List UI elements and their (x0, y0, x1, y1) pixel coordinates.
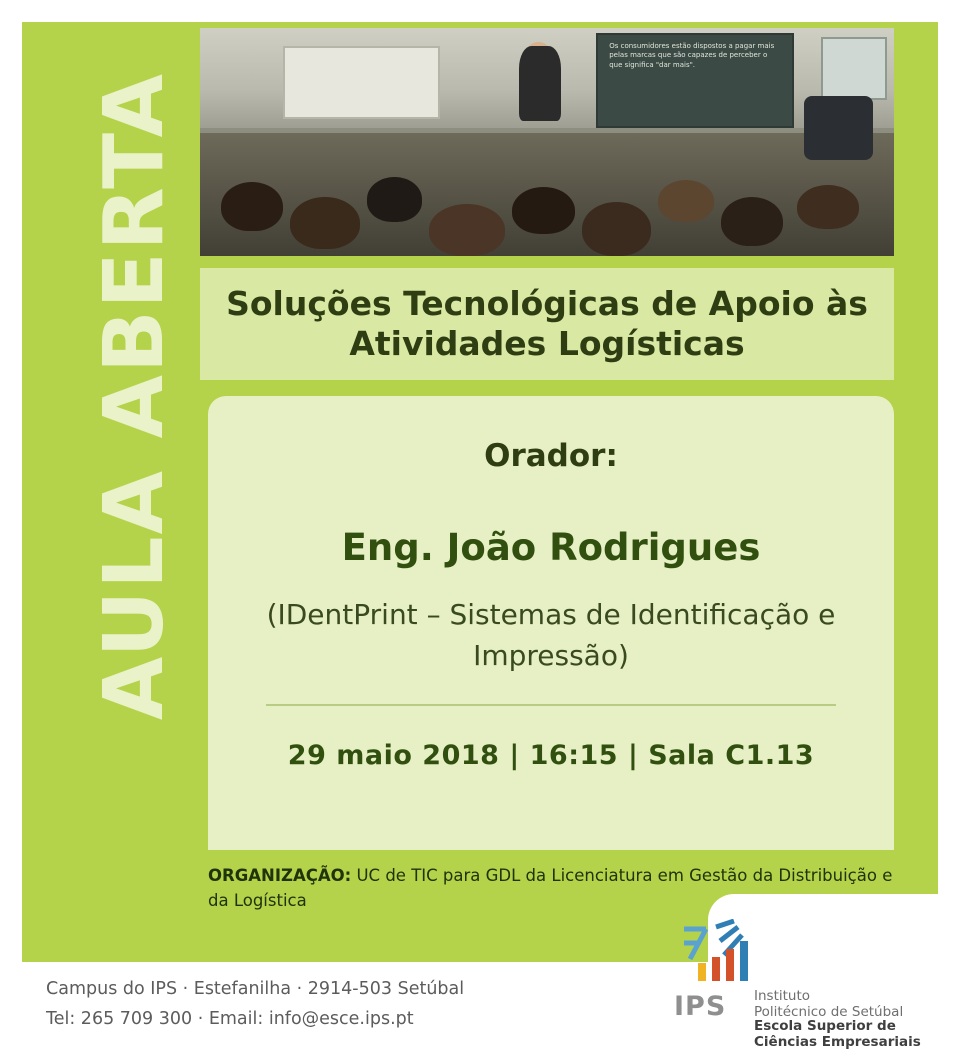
speaker-label: Orador: (484, 438, 618, 474)
photo-audience (200, 133, 894, 256)
photo-window (821, 37, 887, 100)
esce-school-name (754, 1019, 921, 1051)
photo-chair (804, 96, 873, 160)
poster-title-band (200, 268, 894, 380)
photo-whiteboard (283, 46, 440, 118)
photo-slide-text: Os consumidores estão dispostos a pagar mais pelas marcas que são capazes de perceber o que significa "dar mais". (609, 41, 775, 69)
ips-institute-line1: Instituto (754, 988, 811, 1004)
photo-audience-head (290, 197, 359, 249)
event-details: 29 maio 2018 | 16:15 | Sala C1.13 (287, 740, 815, 772)
photo-audience-head (512, 187, 574, 234)
photo-audience-head (797, 185, 859, 229)
organization-label: ORGANIZAÇÃO: (208, 866, 352, 885)
ips-institute-line2: Politécnico de Setúbal (754, 1003, 904, 1020)
footer-contact (46, 974, 464, 1035)
lecture-photo (200, 28, 894, 256)
photo-audience-head (367, 177, 423, 221)
speaker-card (208, 396, 894, 850)
photo-audience-head (429, 204, 505, 256)
photo-presenter-body (519, 46, 561, 121)
photo-projection-screen (596, 33, 794, 128)
photo-audience-head (582, 202, 651, 256)
ips-institute-name (754, 989, 903, 1021)
footer-address: Campus do IPS · Estefanilha · 2914-503 Setúbal (46, 978, 465, 999)
esce-line1: Escola Superior de (754, 1018, 896, 1034)
footer-phone-email: Tel: 265 709 300 · Email: info@esce.ips.pt (46, 1009, 414, 1030)
photo-audience-head (721, 197, 783, 246)
ips-acronym: IPS (674, 991, 727, 1022)
divider (266, 704, 836, 706)
speaker-affiliation: (IDentPrint – Sistemas de Identificação e Impressão) (266, 598, 836, 672)
ips-logo-mark-icon (676, 919, 762, 991)
ips-logo (666, 919, 926, 1050)
speaker-name: Eng. João Rodrigues (341, 526, 761, 569)
organization-text: UC de TIC para GDL da Licenciatura em Gestão da Distribuição e da Logística (208, 866, 893, 910)
photo-audience-head (221, 182, 283, 231)
esce-line2: Ciências Empresariais (754, 1033, 921, 1050)
photo-audience-head (658, 180, 714, 222)
vertical-event-title: AULA ABERTA (87, 71, 182, 721)
page-title: Soluções Tecnológicas de Apoio às Atividades Logísticas (226, 283, 868, 363)
